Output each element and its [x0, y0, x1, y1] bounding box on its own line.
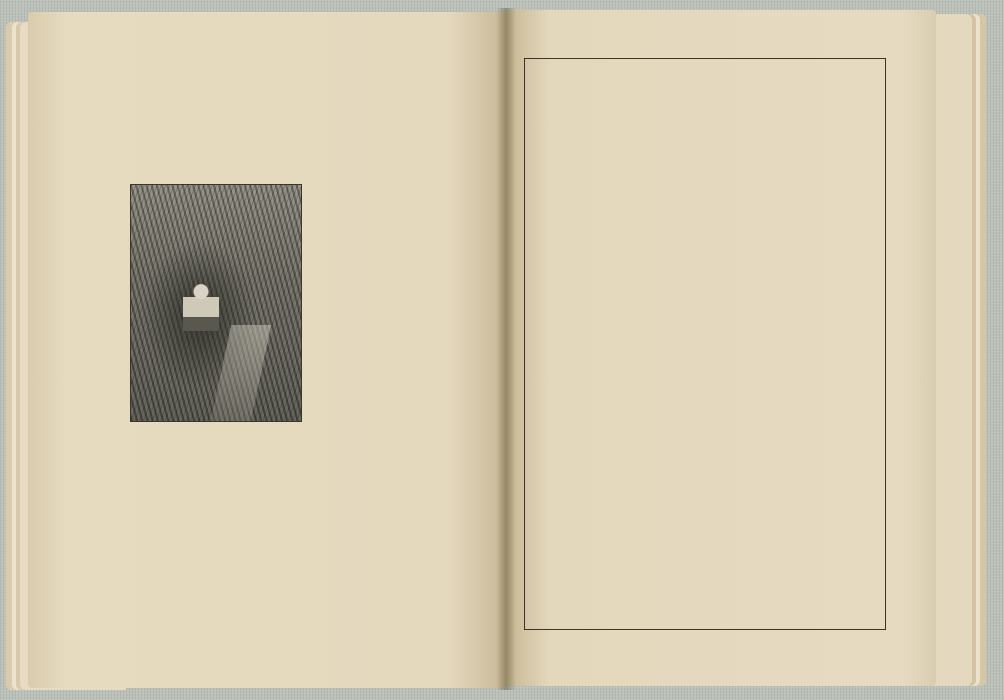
person-in-photo: [183, 283, 219, 331]
yield-table: [524, 58, 886, 630]
stream-path: [211, 325, 271, 421]
yield-table-rotated: [525, 59, 885, 629]
book-gutter: [496, 8, 516, 690]
figure-photo: [130, 184, 302, 422]
